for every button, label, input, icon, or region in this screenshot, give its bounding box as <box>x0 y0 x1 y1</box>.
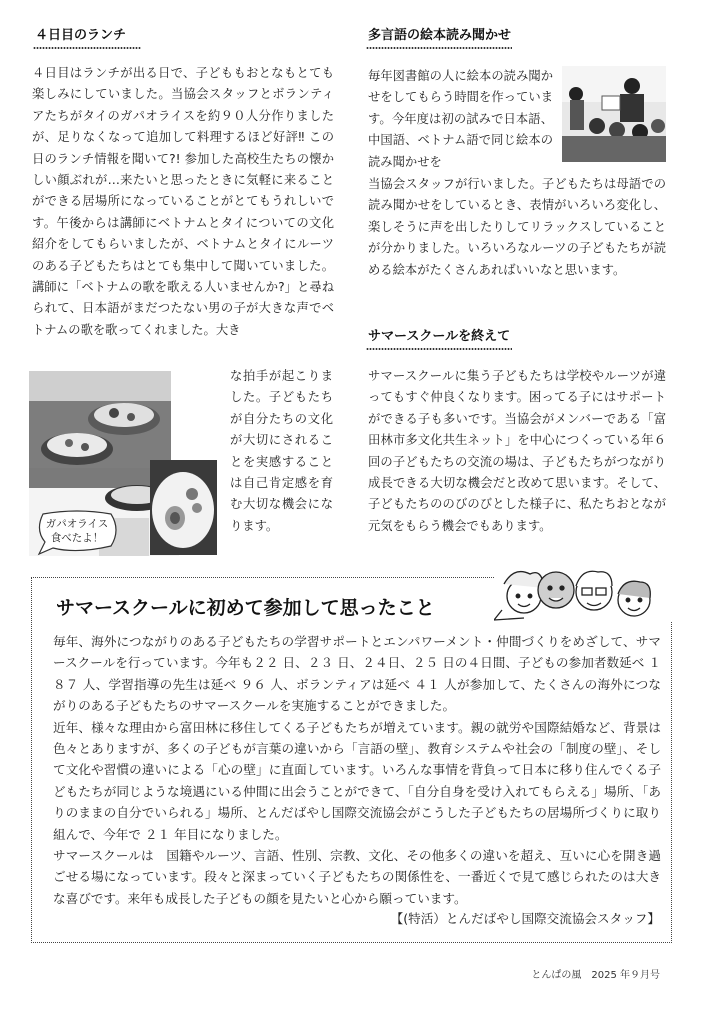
feature-paragraph-2: 近年、様々な理由から富田林に移住してくる子どもたちが増えています。親の就労や国際結婚など、背景は色々とありますが、多くの子どもが言葉の違いから「言語の壁」、教育システムや社会の「制度の壁」、そして文化や習慣の違いによる「心の壁」に直面しています。いろんな事情を背負って日本に移り住んでくる子どもたちが同じような境遇にいる仲間に出会うことができて、「自分自身を受け入れてもらえる」場所、「ありのままの自分でいられる」場所、とんだばやし国際交流協会がこうした子どもたちの居場所づくりに取り組んで、今年で ２１ 年目になりました。 <box>53 719 661 842</box>
summer-end-paragraph: サマースクールに集う子どもたちは学校やルーツが違ってもすぐ仲良くなります。困ってる子にはサポートができる子も多いです。当協会がメンバーである「富田林市多文化共生ネット」を中心につくっている年６回の子どもたちの交流の場は、子どもたちがつながり成長できる大切な機会だと改めて思います。そして、子どもたちののびのびとした様子に、私たちおとなが元気をもらう機会でもあります。 <box>368 369 666 533</box>
reading-photo <box>562 66 666 162</box>
feature-paragraph-3: サマースクールは 国籍やルーツ、言語、性別、宗教、文化、その他多くの違いを超え、互いに心を開き過ごせる場になっています。段々と深まっていく子どもたちの関係性を、一番近くで見て感じられたのは大きな喜びです。来年も成長した子どもの顔を見たいと心から願っています。 <box>53 848 661 906</box>
gapao-rice-photo <box>150 460 217 555</box>
children-faces-illustration <box>494 560 672 622</box>
speech-bubble-text: ガパオライス 食べたよ！ <box>45 518 109 544</box>
children-faces-drawing <box>494 560 672 622</box>
rice-bowl-photo <box>29 371 171 470</box>
footer-issue: とんぱの風 2025 年９月号 <box>531 970 660 981</box>
reading-title-underline <box>366 46 512 50</box>
feature-signature: 【(特活）とんだばやし国際交流協会スタッフ】 <box>390 911 660 926</box>
feature-paragraph-1: 毎年、海外につながりのある子どもたちの学習サポートとエンパワーメント・仲間づくりをめざして、サマースクールを行っています。今年も２２ 日、２３ 日、２４日、２５ 日の４日間、子どもの参加者数延べ １８７ 人、学習指導の先生は延べ ９６ 人、ボランティアは延べ ４１ 人が参加して、たくさんの海外につながりのある子どもたちのサマースクールを実施することができました。 <box>53 634 661 714</box>
speech-bubble <box>33 508 121 556</box>
lunch-paragraph: ４日目はランチが出る日で、子どももおとなもとても楽しみにしていました。当協会スタッフとボランティアたちがタイのガパオライスを約９０人分作りましたが、足りなくなって追加して料理するほど好評‼ この日のランチ情報を聞いて?! 参加した高校生たちの懐かしい顔ぶれが…来たいと思ったときに気軽に来ることができる居場所になっていることがとてもうれしいです。午後からは講師にベトナムとタイについての文化紹介をしてもらいましたが、ベトナムとタイにルーツのある子どもたちはとても集中して聞いていました。講師に「ベトナムの歌を歌える人いませんか?」と尋ねられて、日本語がまだつたない男の子が大きな声でベトナムの歌を歌ってくれました。大き <box>32 66 334 337</box>
reading-paragraph-narrow: 毎年図書館の人に絵本の読み聞かせをしてもらう時間を作っています。今年度は初の試みで日本語、中国語、ベトナム語で同じ絵本の読み聞かせを <box>368 69 553 169</box>
reading-photo-drawing <box>562 66 666 162</box>
lunch-paragraph-side: な拍手が起こりました。子どもたちが自分たちの文化が大切にされることを実感することは自己肯定感を育む大切な機会になります。 <box>230 369 333 533</box>
feature-body <box>53 631 661 909</box>
reading-paragraph-wide: 当協会スタッフが行いました。子どもたちは母語での読み聞かせをしているとき、表情がいろいろ変化し、楽しそうに声を出したりしてリラックスしていることが分かりました。いろいろなルーツの子どもたちが読める絵本がたくさんあればいいなと思います。 <box>368 177 666 277</box>
summer-end-title: サマースクールを終えて <box>368 329 511 344</box>
lunch-title: ４日目のランチ <box>35 28 127 43</box>
rice-bowl-photo-drawing <box>29 371 171 470</box>
reading-title: 多言語の絵本読み聞かせ <box>368 28 512 43</box>
lunch-title-underline <box>33 46 141 50</box>
summer-end-title-underline <box>366 347 512 351</box>
feature-title: サマースクールに初めて参加して思ったこと <box>56 597 435 619</box>
gapao-rice-photo-drawing <box>150 460 217 555</box>
